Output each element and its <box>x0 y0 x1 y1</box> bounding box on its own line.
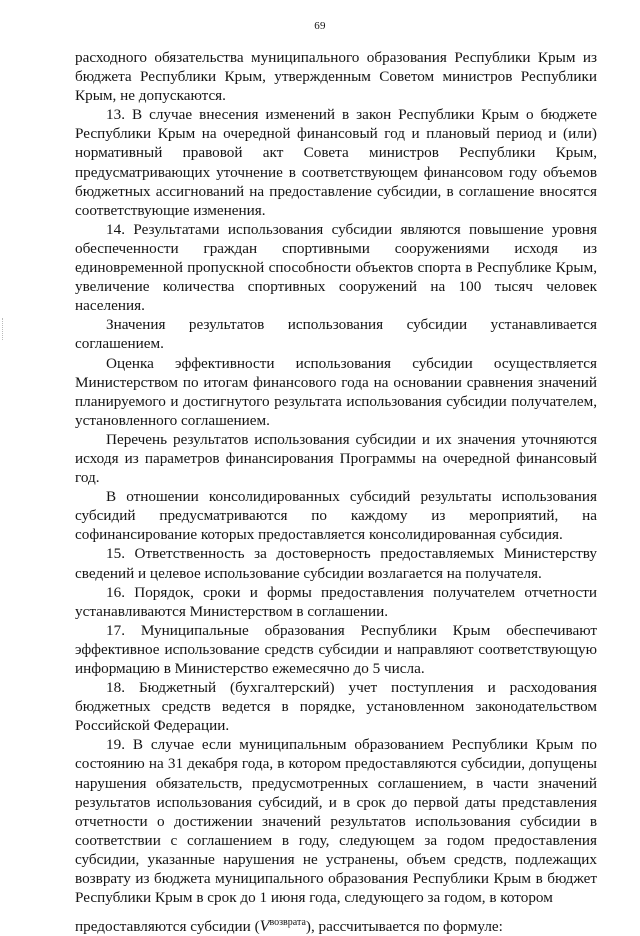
paragraph-14-list: Перечень результатов использования субсидии и их значения уточняются исходя из параметров финансирования Программы на очередной финансовый год. <box>75 430 597 487</box>
paragraph-14-evaluation: Оценка эффективности использования субсидии осуществляется Министерством по итогам финансового года на основании сравнения значений планируемого и достигнутого результата использования субсидии получателем, установленного соглашением. <box>75 354 597 429</box>
paragraph-14-consolidated: В отношении консолидированных субсидий результаты использования субсидий предусматриваются по каждому из мероприятий, на софинансирование которых предоставляется консолидированная субсидия. <box>75 488 597 544</box>
formula-intro-line <box>75 913 597 936</box>
paragraph-15: 15. Ответственность за достоверность предоставляемых Министерству сведений и целевое использование субсидии возлагается на получателя. <box>75 545 597 582</box>
formula-variable: V <box>259 918 270 936</box>
scan-margin-mark <box>2 318 6 340</box>
paragraph-17: 17. Муниципальные образования Республики Крым обеспечивают эффективное использование средств субсидии и направляют соответствующую информацию в Министерство ежемесячно до 5 числа. <box>75 621 597 677</box>
paragraph-19: 19. В случае если муниципальным образованием Республики Крым по состоянию на 31 декабря года, в котором предоставляются субсидии, допущены нарушения обязательств, предусмотренных соглашением, в части значений результатов использования субсидий, и в срок до первой даты представления отчетности о достижении значений результатов использования субсидии в соответствии с соглашением в году, следующем за годом предоставления субсидии, указанные нарушения не устранены, объем средств, подлежащих возврату из бюджета муниципального образования Республики Крым в бюджет Республики Крым в срок до 1 июня года, следующего за годом, в котором <box>75 736 597 907</box>
paragraph-continuation: расходного обязательства муниципального образования Республики Крым из бюджета Республики Крым, утвержденным Советом министров Республики Крым, не допускаются. <box>75 49 597 105</box>
document-body <box>75 48 597 936</box>
paragraph-14-values: Значения результатов использования субсидии устанавливается соглашением. <box>75 316 597 353</box>
formula-subscript: возврата <box>269 917 306 929</box>
paragraph-14: 14. Результатами использования субсидии являются повышение уровня обеспеченности граждан спортивными сооружениями исходя из единовременной пропускной способности объектов спорта в Республике Крым, увеличение количества спортивных сооружений на 100 тысяч человек населения. <box>75 220 597 315</box>
formula-intro-tail: ), рассчитывается по формуле: <box>305 918 503 936</box>
page-number: 69 <box>314 20 326 32</box>
formula-symbol <box>260 918 306 935</box>
paragraph-13: 13. В случае внесения изменений в закон Республики Крым о бюджете Республики Крым на очередной финансовый год и плановый период и (или) нормативный правовой акт Совета министров Республики Крым, предусматривающих уточнение в соответствующем финансовом году объемов бюджетных ассигнований на предоставление субсидии, в соглашение вносятся соответствующие изменения. <box>75 106 597 219</box>
paragraph-18: 18. Бюджетный (бухгалтерский) учет поступления и расходования бюджетных средств ведется в порядке, установленном законодательством Российской Федерации. <box>75 679 597 735</box>
paragraph-16: 16. Порядок, сроки и формы предоставления получателем отчетности устанавливаются Министерством в соглашении. <box>75 583 597 620</box>
formula-intro-text: предоставляются субсидии ( <box>75 918 260 936</box>
